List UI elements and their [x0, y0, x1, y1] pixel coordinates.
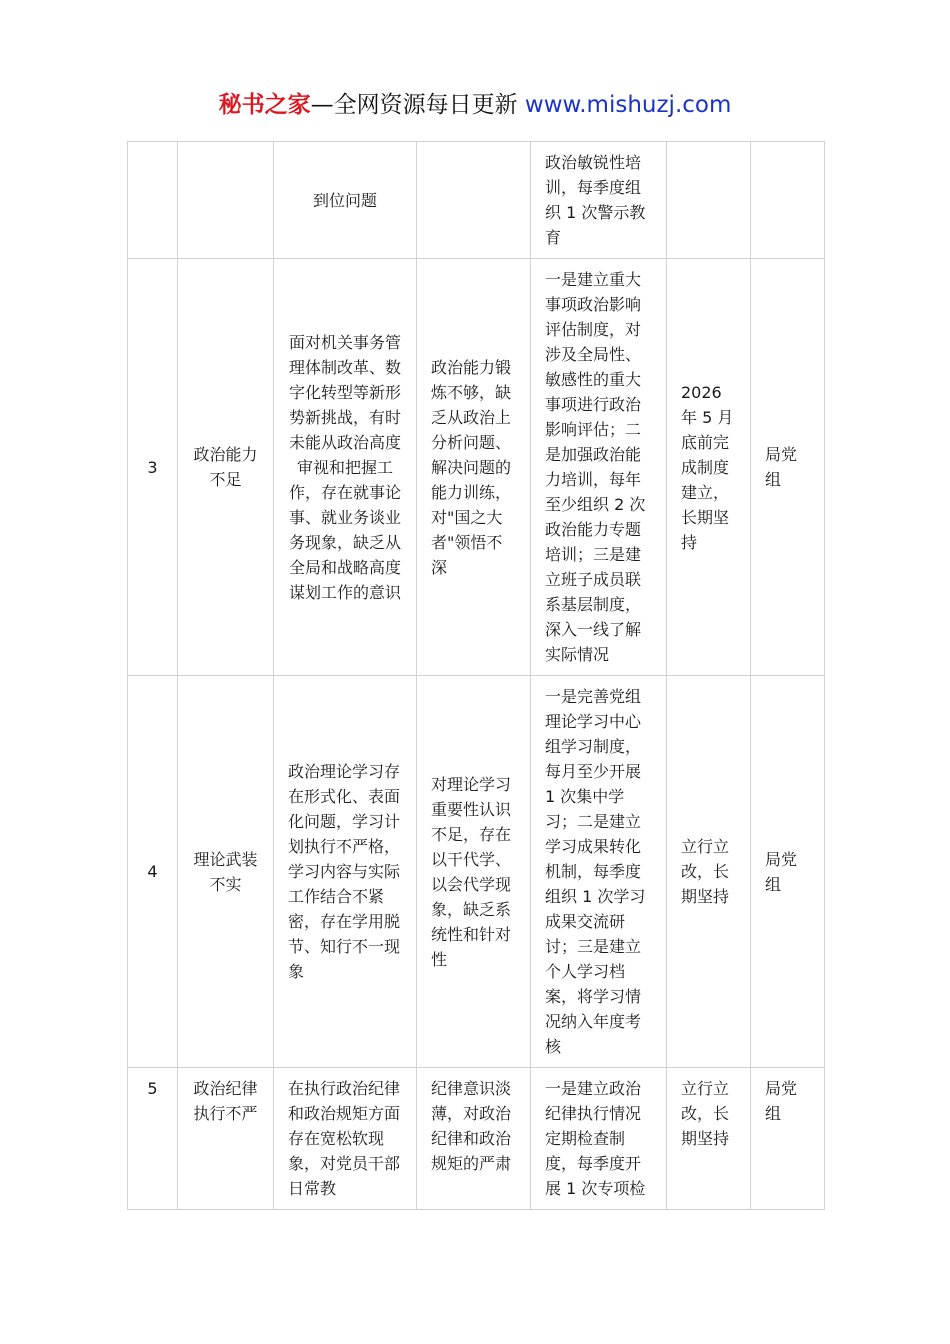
table-row	[128, 1068, 825, 1210]
table-row	[128, 676, 825, 1068]
measures-cell: 一是建立重大事项政治影响评估制度，对涉及全局性、敏感性的重大事项进行政治影响评估；二是加强政治能力培训，每年至少组织 2 次政治能力专题培训；三是建立班子成员联系基层制度，深入一线了解实际情况	[531, 259, 667, 676]
site-brand: 秘书之家	[218, 92, 311, 118]
deadline-cell: 立行立改，长期坚持	[667, 1068, 751, 1210]
measures-cell: 一是完善党组理论学习中心组学习制度，每月至少开展 1 次集中学习；二是建立学习成果转化机制，每季度组织 1 次学习成果交流研讨；三是建立个人学习档案，将学习情况纳入年度考核	[531, 676, 667, 1068]
description-cell: 面对机关事务管理体制改革、数字化转型等新形势新挑战，有时未能从政治高度审视和把握工作，存在就事论事、就业务谈业务现象，缺乏从全局和战略高度谋划工作的意识	[274, 259, 417, 676]
description-cell: 在执行政治纪律和政治规矩方面存在宽松软现象，对党员干部日常教	[274, 1068, 417, 1210]
rectification-table	[127, 141, 825, 1210]
description-cell: 政治理论学习存在形式化、表面化问题，学习计划执行不严格，学习内容与实际工作结合不紧密，存在学用脱节、知行不一现象	[274, 676, 417, 1068]
issue-cell: 理论武装不实	[178, 676, 274, 1068]
description-cell: 到位问题	[274, 142, 417, 259]
row-number: 4	[128, 676, 178, 1068]
site-url-link[interactable]: www.mishuzj.com	[524, 92, 732, 118]
row-number: 5	[128, 1068, 178, 1210]
owner-cell: 局党组	[751, 676, 825, 1068]
issue-cell: 政治能力不足	[178, 259, 274, 676]
owner-cell: 局党组	[751, 259, 825, 676]
row-number	[128, 142, 178, 259]
cause-cell: 对理论学习重要性认识不足，存在以干代学、以会代学现象，缺乏系统性和针对性	[417, 676, 531, 1068]
owner-cell	[751, 142, 825, 259]
issue-cell	[178, 142, 274, 259]
cause-cell: 纪律意识淡薄，对政治纪律和政治规矩的严肃	[417, 1068, 531, 1210]
measures-cell: 一是建立政治纪律执行情况定期检查制度，每季度开展 1 次专项检	[531, 1068, 667, 1210]
measures-cell: 政治敏锐性培训，每季度组织 1 次警示教育	[531, 142, 667, 259]
deadline-cell	[667, 142, 751, 259]
deadline-cell: 立行立改，长期坚持	[667, 676, 751, 1068]
owner-cell: 局党组	[751, 1068, 825, 1210]
table-row	[128, 259, 825, 676]
site-tagline: —全网资源每日更新	[310, 92, 518, 118]
cause-cell	[417, 142, 531, 259]
row-number: 3	[128, 259, 178, 676]
deadline-cell: 2026 年 5 月底前完成制度建立，长期坚持	[667, 259, 751, 676]
cause-cell: 政治能力锻炼不够，缺乏从政治上分析问题、解决问题的能力训练，对"国之大者"领悟不深	[417, 259, 531, 676]
table-row	[128, 142, 825, 259]
site-header	[0, 88, 950, 122]
issue-cell: 政治纪律执行不严	[178, 1068, 274, 1210]
